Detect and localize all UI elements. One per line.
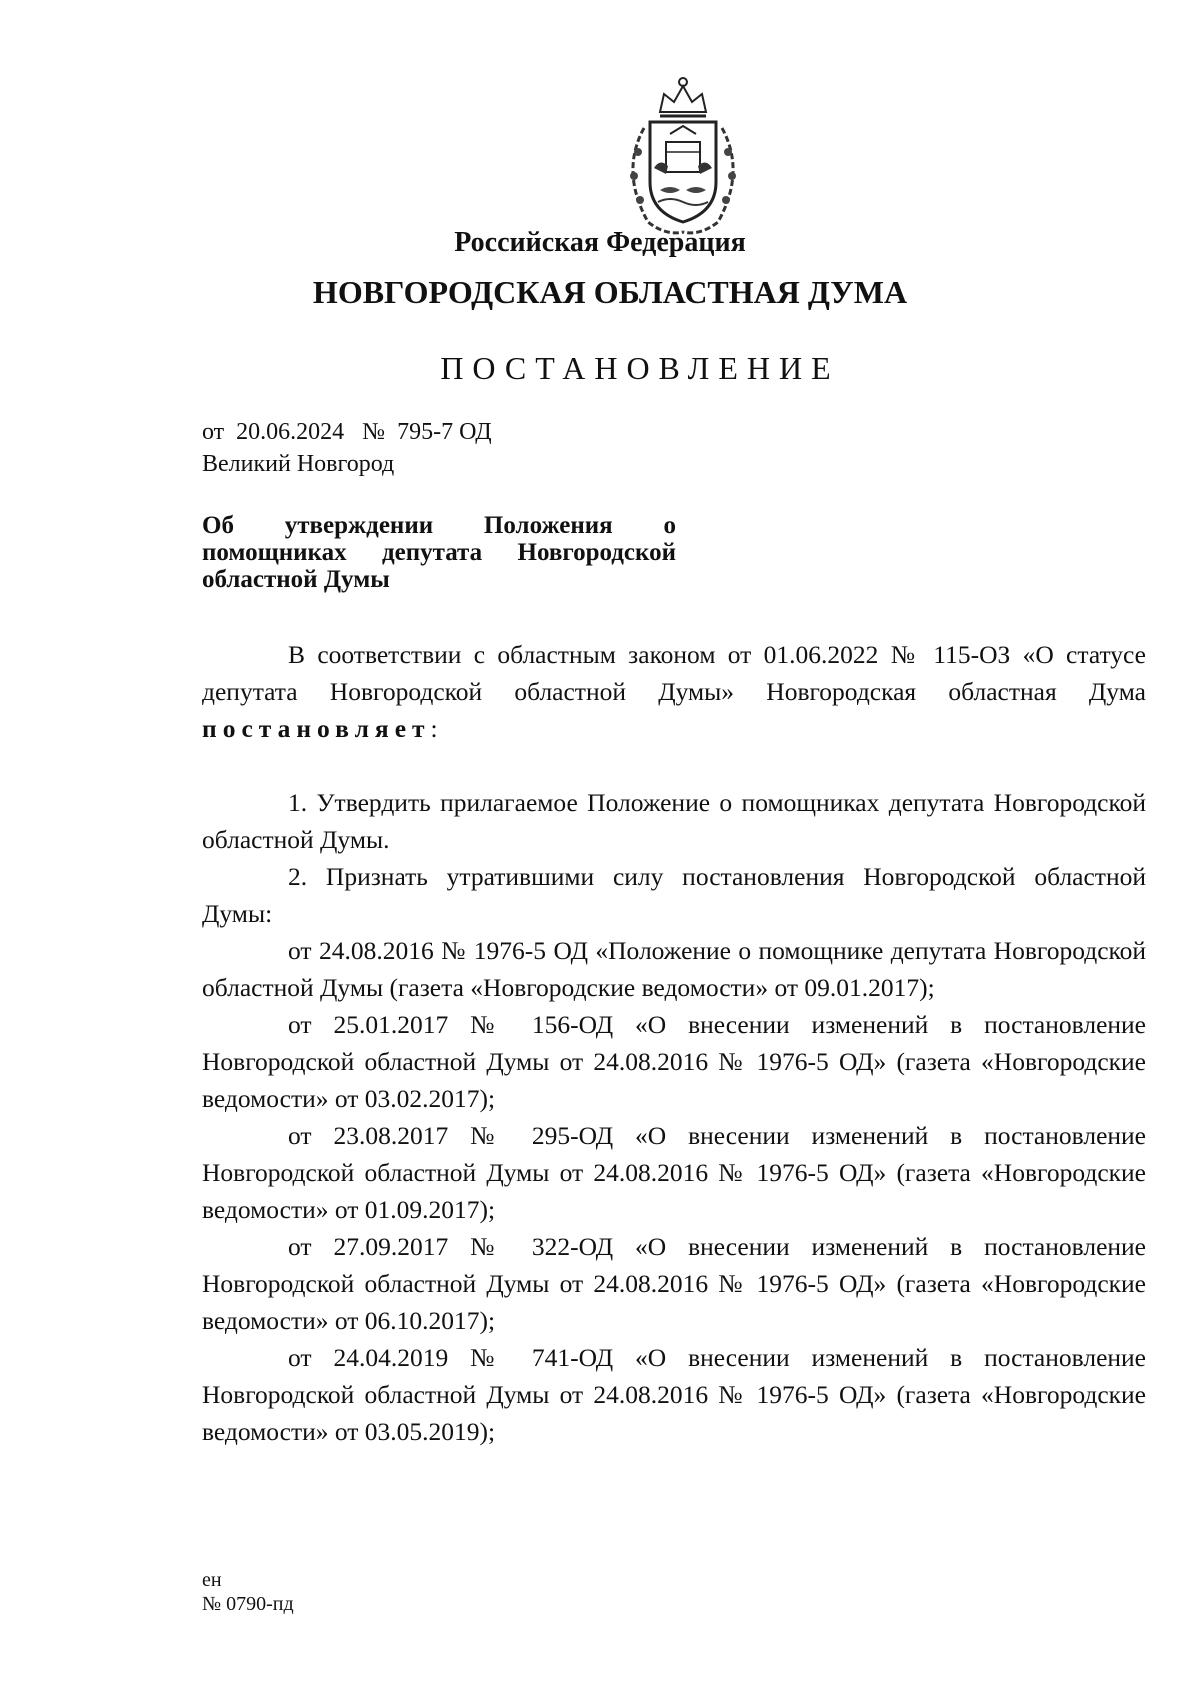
document-body (202, 636, 1146, 1450)
novgorod-coat-of-arms-icon (608, 72, 758, 240)
document-type-heading: ПОСТАНОВЛЕНИЕ (440, 350, 840, 386)
preamble-emphasis: постановляет (202, 714, 431, 743)
preamble-text: В соответствии с областным законом от 01.06.2022 № 115-ОЗ «О статусе депутата Новгородской областной Думы» Новгородская областная Дума (202, 640, 1146, 706)
item-paragraph: от 27.09.2017 № 322-ОД «О внесении изменений в постановление Новгородской областной Думы от 24.08.2016 № 1976-5 ОД» (газета «Новгородские ведомости» от 06.10.2017); (202, 1232, 1146, 1335)
preamble-tail: : (430, 714, 438, 743)
item-paragraph: 2. Признать утратившими силу постановления Новгородской областной Думы: (202, 862, 1146, 928)
organization-heading: НОВГОРОДСКАЯ ОБЛАСТНАЯ ДУМА (312, 274, 908, 310)
document-city: Великий Новгород (202, 451, 395, 477)
document-date-number: от 20.06.2024 № 795-7 ОД (202, 419, 492, 445)
item-paragraph: от 25.01.2017 № 156-ОД «О внесении изменений в постановление Новгородской областной Думы от 24.08.2016 № 1976-5 ОД» (газета «Новгородские ведомости» от 03.02.2017); (202, 1010, 1146, 1113)
country-heading: Российская Федерация (454, 227, 746, 258)
item-paragraph: от 23.08.2017 № 295-ОД «О внесении изменений в постановление Новгородской областной Думы от 24.08.2016 № 1976-5 ОД» (газета «Новгородские ведомости» от 01.09.2017); (202, 1121, 1146, 1224)
footer-initials: ен (202, 1569, 222, 1591)
footer-note (202, 1568, 294, 1616)
item-paragraph: от 24.04.2019 № 741-ОД «О внесении изменений в постановление Новгородской областной Думы от 24.08.2016 № 1976-5 ОД» (газета «Новгородские ведомости» от 03.05.2019); (202, 1343, 1146, 1446)
preamble-paragraph (202, 636, 1146, 747)
document-subject: Об утверждении Положения о помощниках депутата Новгородской областной Думы (202, 512, 676, 593)
footer-number: № 0790-пд (202, 1593, 294, 1615)
item-paragraph: 1. Утвердить прилагаемое Положение о помощниках депутата Новгородской областной Думы. (202, 788, 1146, 854)
item-paragraph: от 24.08.2016 № 1976-5 ОД «Положение о помощнике депутата Новгородской областной Думы (газета «Новгородские ведомости» от 09.01.2017); (202, 936, 1146, 1002)
